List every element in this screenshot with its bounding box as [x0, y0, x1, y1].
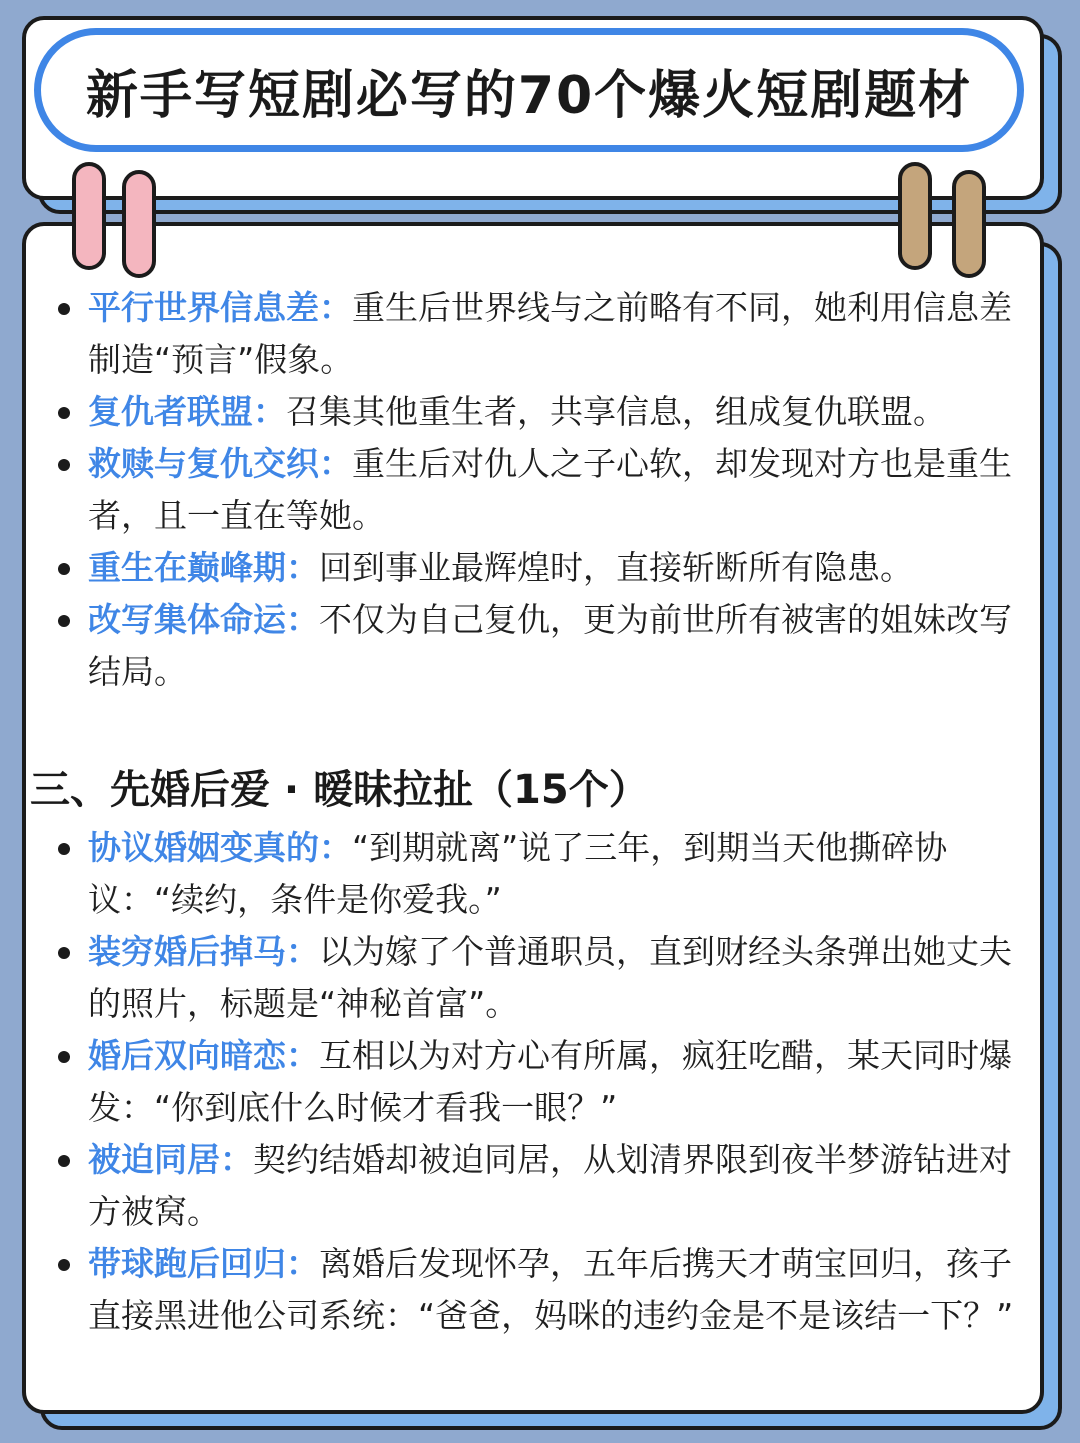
list-item — [30, 282, 1030, 386]
list-item — [30, 926, 1030, 1030]
item-label: 平行世界信息差： — [88, 288, 352, 327]
item-text: 重生后世界线与之前略有不同，她利用信息差制造“预言”假象。 — [88, 288, 1012, 379]
list-item — [30, 438, 1030, 542]
item-text: “到期就离”说了三年，到期当天他撕碎协议：“续约，条件是你爱我。” — [88, 828, 948, 919]
bullet-icon — [58, 947, 70, 959]
list-item — [30, 1238, 1030, 1342]
item-text: 重生后对仇人之子心软，却发现对方也是重生者，且一直在等她。 — [88, 444, 1012, 535]
item-label: 改写集体命运： — [88, 600, 319, 639]
item-label: 带球跑后回归： — [88, 1244, 319, 1283]
item-text: 回到事业最辉煌时，直接斩断所有隐患。 — [319, 548, 913, 587]
item-label: 婚后双向暗恋： — [88, 1036, 319, 1075]
item-text: 互相以为对方心有所属，疯狂吃醋，某天同时爆发：“你到底什么时候才看我一眼？” — [88, 1036, 1012, 1127]
item-label: 复仇者联盟： — [88, 392, 286, 431]
bullet-icon — [58, 1051, 70, 1063]
list-item — [30, 594, 1030, 698]
bullet-icon — [58, 563, 70, 575]
binder-ring-tan-right — [952, 170, 986, 278]
item-label: 救赎与复仇交织： — [88, 444, 352, 483]
item-label: 协议婚姻变真的： — [88, 828, 352, 867]
content-body — [30, 282, 1030, 1342]
binder-ring-pink-right — [122, 170, 156, 278]
item-text: 召集其他重生者，共享信息，组成复仇联盟。 — [286, 392, 946, 431]
bullet-icon — [58, 303, 70, 315]
bullet-icon — [58, 407, 70, 419]
topic-list-marriage — [30, 822, 1030, 1342]
item-text: 契约结婚却被迫同居，从划清界限到夜半梦游钻进对方被窝。 — [88, 1140, 1012, 1231]
item-label: 装穷婚后掉马： — [88, 932, 319, 971]
item-label: 被迫同居： — [88, 1140, 253, 1179]
list-item — [30, 386, 1030, 438]
list-item — [30, 542, 1030, 594]
topic-list-rebirth — [30, 282, 1030, 698]
binder-ring-pink-left — [72, 162, 106, 270]
bullet-icon — [58, 1155, 70, 1167]
bullet-icon — [58, 1259, 70, 1271]
section-heading: 三、先婚后爱 · 暧昧拉扯（15个） — [30, 767, 649, 813]
list-item — [30, 822, 1030, 926]
item-text: 离婚后发现怀孕，五年后携天才萌宝回归，孩子直接黑进他公司系统：“爸爸，妈咪的违约金是不是该结一下？” — [88, 1244, 1014, 1335]
item-text: 不仅为自己复仇，更为前世所有被害的姐妹改写结局。 — [88, 600, 1012, 691]
list-item — [30, 1134, 1030, 1238]
bullet-icon — [58, 615, 70, 627]
binder-ring-tan-left — [898, 162, 932, 270]
item-text: 以为嫁了个普通职员，直到财经头条弹出她丈夫的照片，标题是“神秘首富”。 — [88, 932, 1012, 1023]
bullet-icon — [58, 459, 70, 471]
list-item — [30, 1030, 1030, 1134]
title-banner — [34, 28, 1024, 152]
bullet-icon — [58, 843, 70, 855]
item-label: 重生在巅峰期： — [88, 548, 319, 587]
page-title: 新手写短剧必写的70个爆火短剧题材 — [85, 65, 973, 126]
